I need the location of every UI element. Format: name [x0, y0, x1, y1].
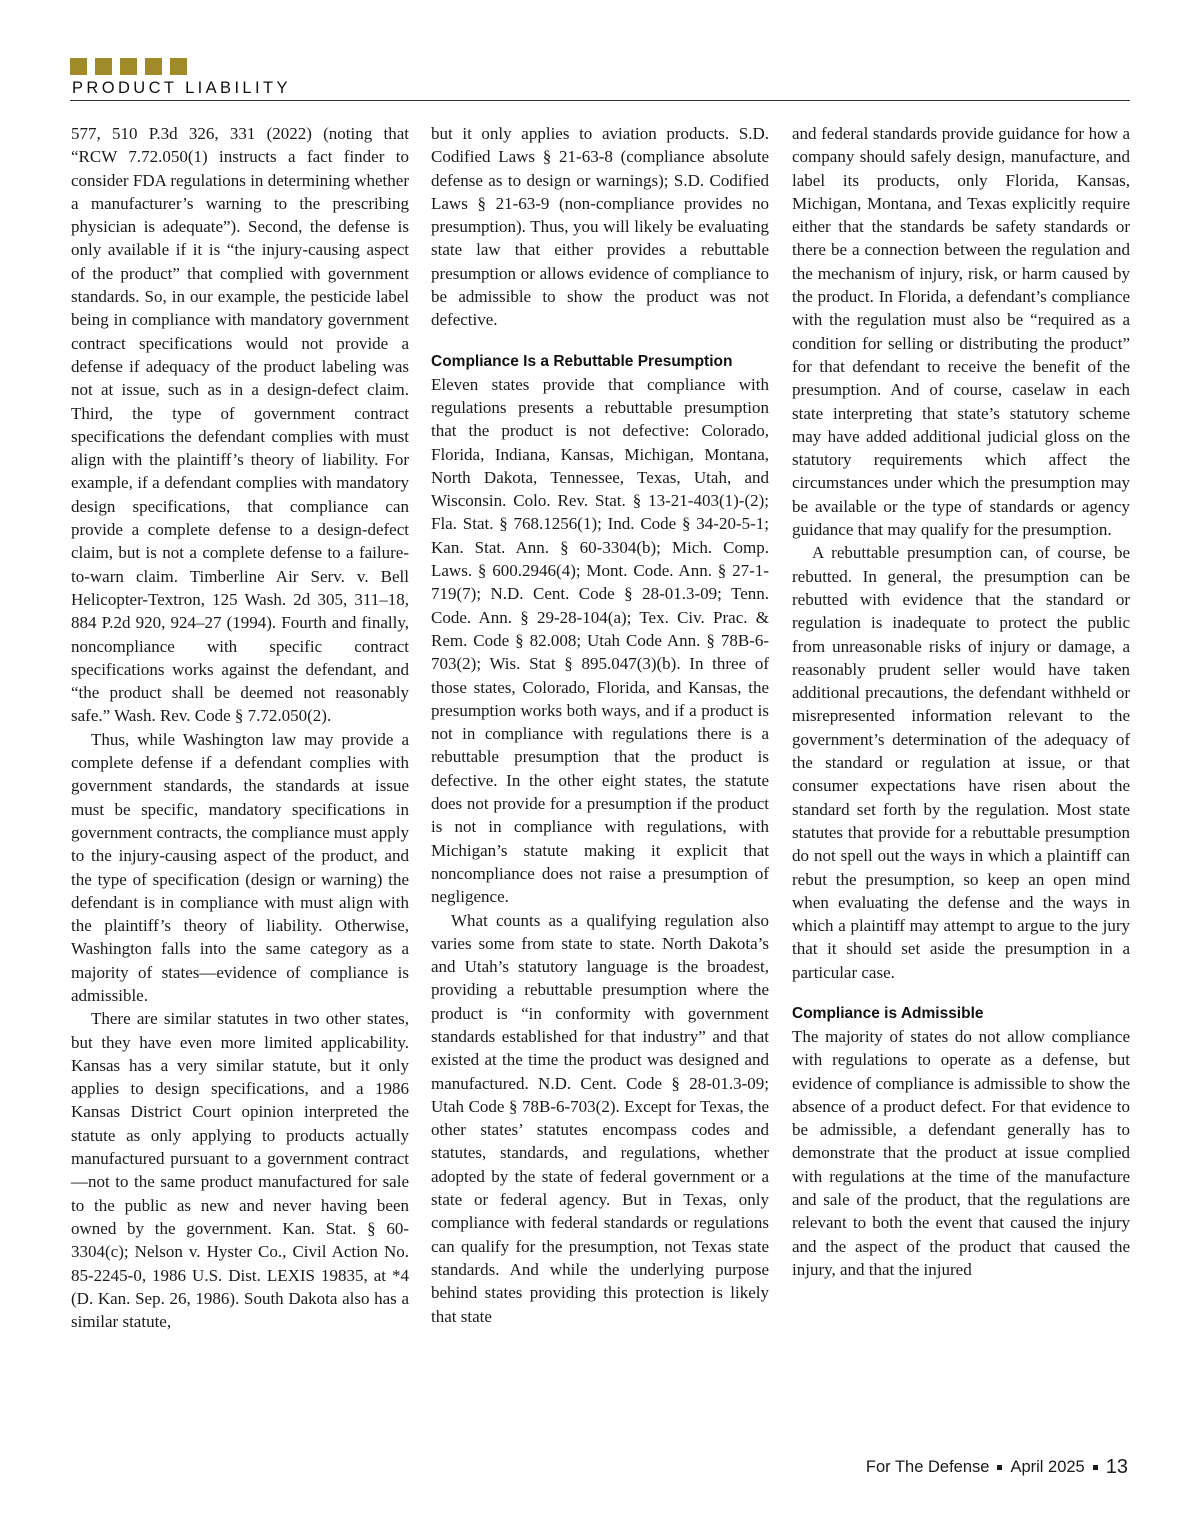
publication-name: For The Defense [865, 1458, 990, 1476]
bullet-separator [997, 1465, 1002, 1470]
paragraph: and federal standards provide guidance for how a company should safely design, manufacture, and label its products, only Florida, Kansas, Michigan, Montana, and Texas explicitly require either that the standards be safety standards or there be a connection between the regulation and the mechanism of injury, risk, or harm caused by the product. In Florida, a defendant’s compliance with the regulation must also be “required as a condition for selling or distributing the product” for that defendant to receive the benefit of the presumption. And of course, caselaw in each state interpreting that state’s statutory scheme may have added additional judicial gloss on the statutory requirements which affect the circumstances under which the presumption may be available or the type of standards or agency guidance that may qualify for the presumption. [792, 124, 1130, 540]
page-number: 13 [1105, 1456, 1128, 1478]
page-footer [866, 1456, 1128, 1479]
header-decoration [70, 58, 187, 75]
paragraph: A rebuttable presumption can, of course, be rebutted. In general, the presumption can be rebutted with evidence that the standard or regulation is inadequate to protect the public from unreasonable risks of injury or damage, a reasonably prudent seller would have taken additional precautions, the defendant withheld or misrepresented information relevant to the government’s determination of the adequacy of the standard or regulation at issue, or that consumer expectations have risen about the standard set forth by the regulation. Most state statutes that provide for a rebuttable presumption do not spell out the ways in which a plaintiff can rebut the presumption, so keep an open mind when evaluating the defense and the ways in which a plaintiff may attempt to argue to the jury that it should set aside the presumption in a particular case. [792, 543, 1130, 982]
paragraph: What counts as a qualifying regulation also varies some from state to state. North Dakota’s and Utah’s statutory language is the broadest, providing a rebuttable presumption where the product is “in conformity with government standards established for that industry” and that existed at the time the product was designed and manufactured. N.D. Cent. Code § 28-01.3-09; Utah Code § 78B-6-703(2). Except for Texas, the other states’ statutes encompass codes and statutes, standards, and regulations, whether adopted by the state of federal government or a state or federal agency. But in Texas, only compliance with federal standards or regulations can qualify for the presumption, not Texas state standards. And while the underlying purpose behind states providing this protection is likely that state [431, 910, 769, 1326]
gold-square [170, 58, 187, 75]
section-heading: Compliance is Admissible [792, 1004, 984, 1022]
bullet-separator [1093, 1465, 1098, 1470]
paragraph: Eleven states provide that compliance with regulations presents a rebuttable presumption that the product is not defective: Colorado, Florida, Indiana, Kansas, Michigan, Montana, North Dakota, Tennessee, Texas, Utah, and Wisconsin. Colo. Rev. Stat. § 13-21-403(1)-(2); Fla. Stat. § 768.1256(1); Ind. Code § 34-20-5-1; Kan. Stat. Ann. § 60-3304(b); Mich. Comp. Laws. § 600.2946(4); Mont. Code. Ann. § 27-1-719(7); N.D. Cent. Code § 28-01.3-09; Tenn. Code. Ann. § 29-28-104(a); Tex. Civ. Prac. & Rem. Code § 82.008; Utah Code Ann. § 78B-6-703(2); Wis. Stat § 895.047(3)(b). In three of those states, Colorado, Florida, and Kansas, the presumption works both ways, and if a product is not in compliance with regulations there is a rebuttable presumption that the product is defective. In the other eight states, the statute does not provide for a presumption if the product is not in compliance with regulations, with Michigan’s statute making it explicit that noncompliance does not raise a presumption of negligence. [431, 374, 769, 907]
column-3 [792, 122, 1130, 1281]
paragraph: There are similar statutes in two other states, but they have even more limited applicability. Kansas has a very similar statute, but it only applies to design specifications, and a 1986 Kansas District Court opinion interpreted the statute as only applying to products actually manufactured pursuant to a government contract—not to the same product manufactured for sale to the public as new and never having been owned by the government. Kan. Stat. § 60-3304(c); Nelson v. Hyster Co., Civil Action No. 85-2245-0, 1986 U.S. Dist. LEXIS 19835, at *4 (D. Kan. Sep. 26, 1986). South Dakota also has a similar statute, [71, 1009, 409, 1332]
gold-square [120, 58, 137, 75]
issue-date: April 2025 [1010, 1458, 1085, 1476]
column-1 [71, 122, 409, 1333]
section-heading: Compliance Is a Rebuttable Presumption [431, 352, 733, 370]
column-2 [431, 122, 769, 1328]
paragraph: The majority of states do not allow compliance with regulations to operate as a defense, but evidence of compliance is admissible to show the absence of a product defect. For that evidence to be admissible, a defendant generally has to demonstrate that the product at issue complied with regulations at the time of the manufacture and sale of the product, that the regulations are relevant to both the event that caused the injury and the aspect of the product that caused the injury, and that the injured [792, 1026, 1130, 1279]
paragraph: Thus, while Washington law may provide a complete defense if a defendant complies with government standards, the standards at issue must be specific, mandatory specifications in government contracts, the compliance must apply to the injury-causing aspect of the product, and the type of specification (design or warning) the defendant is in compliance with must align with the plaintiff’s theory of liability. Otherwise, Washington falls into the same category as a majority of states—evidence of compliance is admissible. [71, 729, 410, 1005]
paragraph: but it only applies to aviation products. S.D. Codified Laws § 21-63-8 (compliance absolute defense as to design or warnings); S.D. Codified Laws § 21-63-9 (non-compliance provides no presumption). Thus, you will likely be evaluating state law that either provides a rebuttable presumption or allows evidence of compliance to be admissible to show the product was not defective. [431, 124, 769, 330]
paragraph: 577, 510 P.3d 326, 331 (2022) (noting that “RCW 7.72.050(1) instructs a fact finder to consider FDA regulations in determining whether a manufacturer’s warning to the prescribing physician is adequate”). Second, the defense is only available if it is “the injury-causing aspect of the product” that complied with government standards. So, in our example, the pesticide label being in compliance with mandatory government contract specifications would not provide a defense if adequacy of the product labeling was not at issue, such as in a design-defect claim. Third, the type of government contract specifications the defendant complies with must align with the plaintiff’s theory of liability. For example, if a defendant complies with mandatory design specifications, that compliance can provide a complete defense to a design-defect claim, but is not a complete defense to a failure-to-warn claim. Timberline Air Serv. v. Bell Helicopter-Textron, 125 Wash. 2d 305, 311–18, 884 P.2d 920, 924–27 (1994). Fourth and finally, noncompliance with specific contract specifications works against the defendant, and “the product shall be deemed not reasonably safe.” Wash. Rev. Code § 7.72.050(2). [71, 124, 409, 726]
gold-square [95, 58, 112, 75]
gold-square [145, 58, 162, 75]
gold-square [70, 58, 87, 75]
header-divider [70, 100, 1130, 101]
section-label: PRODUCT LIABILITY [72, 79, 291, 97]
